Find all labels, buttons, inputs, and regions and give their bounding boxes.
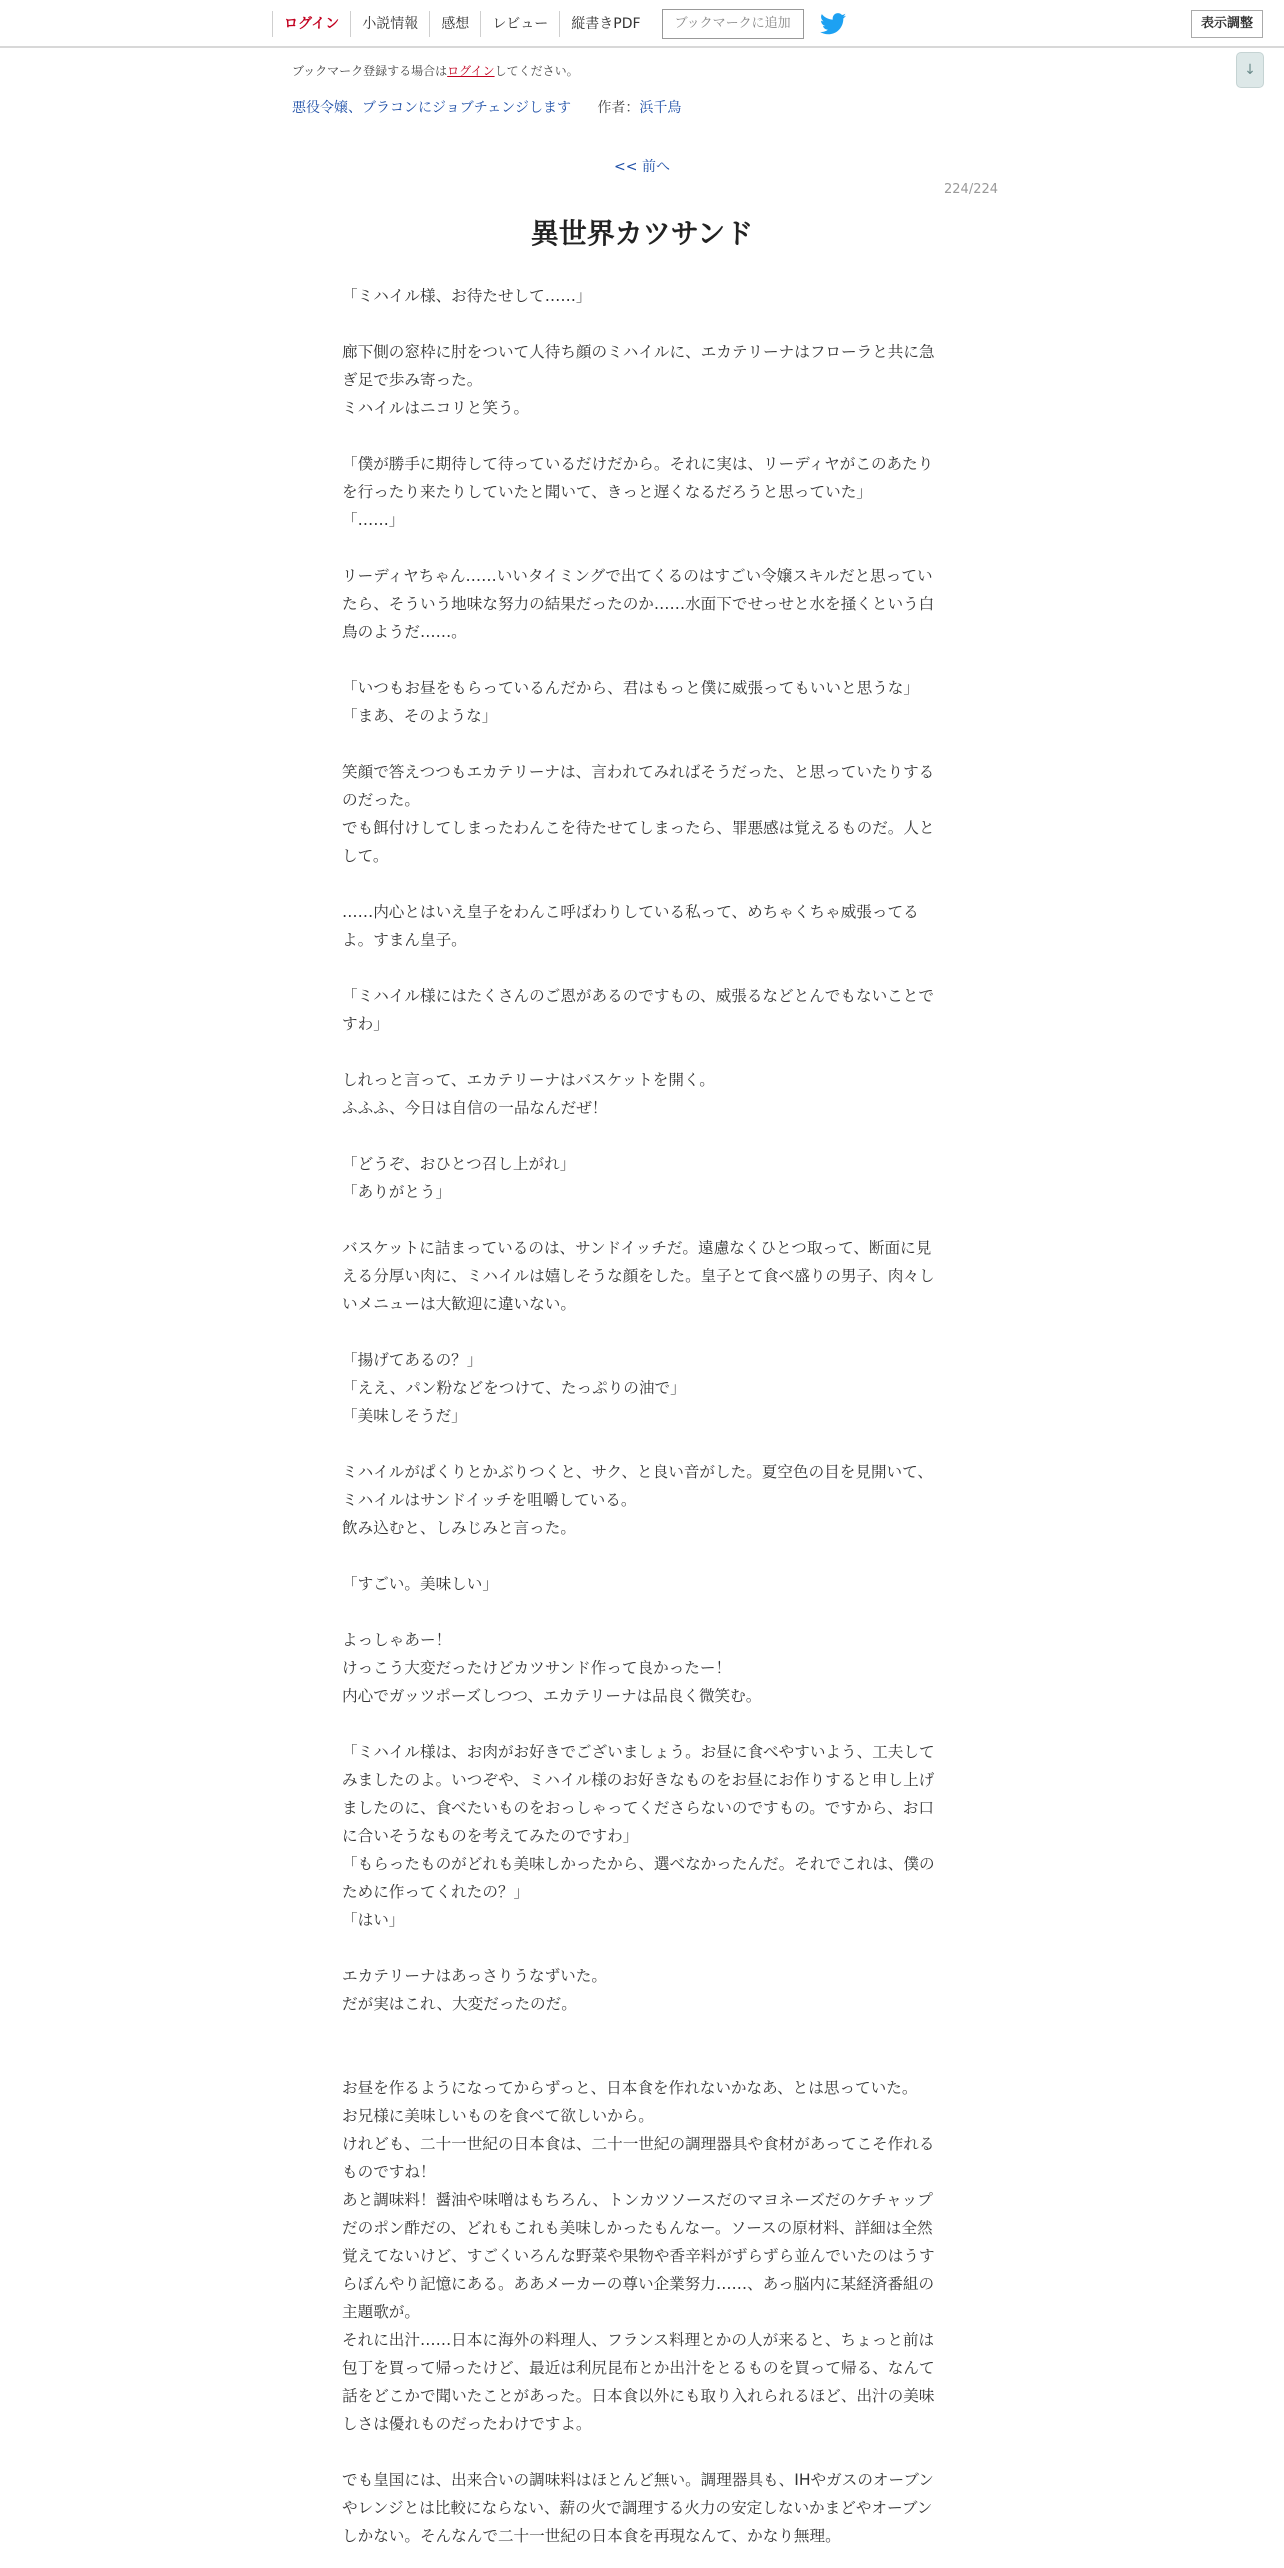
body-paragraph: よっしゃあー！ [342,1631,452,1649]
body-paragraph: 飲み込むと、しみじみと言った。 [342,1519,576,1537]
review-link[interactable]: レビュー [480,11,559,37]
top-navigation [0,0,1284,48]
body-paragraph: 笑顔で答えつつもエカテリーナは、言われてみればそうだった、と思っていたりするのだった。 [342,763,935,809]
novel-info-link[interactable]: 小説情報 [350,11,429,37]
author-link[interactable]: 浜千鳥 [639,100,682,116]
body-paragraph [342,1122,936,1150]
body-paragraph: 内心でガッツポーズしつつ、エカテリーナは品良く微笑む。 [342,1687,762,1705]
body-paragraph: ミハイルはニコリと笑う。 [342,399,530,417]
bookmark-notice [292,62,579,79]
body-paragraph [342,1598,936,1626]
body-paragraph: 「ミハイル様にはたくさんのご恩があるのですもの、威張るなどとんでもないことですわ」 [342,987,934,1033]
body-paragraph: 「ええ、パン粉などをつけて、たっぷりの油で」 [342,1379,686,1397]
body-paragraph: お兄様に美味しいものを食べて欲しいから。 [342,2107,654,2125]
body-paragraph: あと調味料！醤油や味噌はもちろん、トンカツソースだのマヨネーズだのケチャップだのポン酢だの、どれもこれも美味しかったもんなー。ソースの原材料、詳細は全然覚えてないけど、すごくいろんな野菜や果物や香辛料がずらずら並んでいたのはうすらぼんやり記憶にある。ああメーカーの尊い企業努力……、あっ脳内に某経済番組の主題歌が。 [342,2191,935,2321]
body-paragraph [342,2046,936,2074]
body-paragraph: 「もらったものがどれも美味しかったから、選べなかったんだ。それでこれは、僕のために作ってくれたの？」 [342,1855,935,1901]
body-paragraph: リーディヤちゃん……いいタイミングで出てくるのはすごい令嬢スキルだと思っていたら、そういう地味な努力の結果だったのか……水面下でせっせと水を掻くという白鳥のようだ……。 [342,567,935,641]
vertical-pdf-link[interactable]: 縦書きPDF [559,11,651,37]
body-paragraph: でも皇国には、出来合いの調味料はほとんど無い。調理器具も、IHやガスのオーブンやレンジとは比較にならない、薪の火で調理する火力の安定しないかまどやオーブンしかない。そんなんで二十一世紀の日本食を再現なんて、かなり無理。 [342,2471,934,2545]
series-info [292,97,681,117]
body-paragraph: 「美味しそうだ」 [342,1407,467,1425]
scroll-down-icon[interactable]: ↓ [1236,52,1264,88]
body-paragraph [342,422,936,450]
body-paragraph [342,310,936,338]
body-paragraph [342,1038,936,1066]
body-paragraph: 「はい」 [342,1911,405,1929]
notice-login-link[interactable]: ログイン [447,64,495,78]
body-paragraph: だが実はこれ、大変だったのだ。 [342,1995,577,2013]
body-paragraph: ……内心とはいえ皇子をわんこ呼ばわりしている私って、めちゃくちゃ威張ってるよ。すまん皇子。 [342,903,919,949]
body-paragraph: それに出汁……日本に海外の料理人、フランス料理とかの人が来ると、ちょっと前は包丁を買って帰ったけど、最近は利尻昆布とか出汁をとるものを買って帰る、なんて話をどこかで聞いたことがあった。日本食以外にも取り入れられるほど、出汁の美味しさは優れものだったわけですよ。 [342,2331,935,2433]
body-paragraph [342,1430,936,1458]
author-label: 作者： [597,100,640,116]
display-settings-button[interactable]: 表示調整 [1191,10,1263,38]
login-link[interactable]: ログイン [272,11,350,37]
body-paragraph: 「すごい。美味しい」 [342,1575,498,1593]
body-paragraph [342,646,936,674]
body-paragraph: 「ありがとう」 [342,1183,452,1201]
prev-page-link[interactable]: << 前へ [614,159,670,175]
body-paragraph [342,1710,936,1738]
body-paragraph [342,1318,936,1346]
chapter-title: 異世界カツサンド [530,217,754,250]
body-paragraph: 「ミハイル様、お待たせして……」 [342,287,592,305]
bookmark-add-button[interactable]: ブックマークに追加 [662,9,804,39]
body-paragraph: エカテリーナはあっさりうなずいた。 [342,1967,607,1985]
body-paragraph: しれっと言って、エカテリーナはバスケットを開く。 [342,1071,715,1089]
twitter-icon[interactable] [820,13,846,35]
body-paragraph: けっこう大変だったけどカツサンド作って良かったー！ [342,1659,732,1677]
notice-before: ブックマーク登録する場合は [292,64,448,78]
body-paragraph: 廊下側の窓枠に肘をついて人待ち顔のミハイルに、エカテリーナはフローラと共に急ぎ足で歩み寄った。 [342,343,935,389]
body-paragraph [342,2438,936,2466]
body-paragraph: 「まあ、そのような」 [342,707,498,725]
body-paragraph: でも餌付けしてしまったわんこを待たせてしまったら、罪悪感は覚えるものだ。人として。 [342,819,935,865]
body-paragraph: バスケットに詰まっているのは、サンドイッチだ。遠慮なくひとつ取って、断面に見える分厚い肉に、ミハイルは嬉しそうな顔をした。皇子とて食べ盛りの男子、肉々しいメニューは大歓迎に違いない。 [342,1239,935,1313]
body-paragraph [342,534,936,562]
page-count: 224/224 [944,182,999,197]
notice-after: してください。 [494,64,579,78]
body-paragraph: けれども、二十一世紀の日本食は、二十一世紀の調理器具や食材があってこそ作れるものですね！ [342,2135,935,2181]
body-paragraph [342,2018,936,2046]
body-paragraph: 「いつもお昼をもらっているんだから、君はもっと僕に威張ってもいいと思うな」 [342,679,919,697]
body-paragraph [342,954,936,982]
body-paragraph: ふふふ、今日は自信の一品なんだぜ！ [342,1099,608,1117]
body-paragraph [342,1206,936,1234]
body-paragraph [342,1934,936,1962]
body-paragraph: 「ミハイル様は、お肉がお好きでございましょう。お昼に食べやすいよう、工夫してみましたのよ。いつぞや、ミハイル様のお好きなものをお昼にお作りすると申し上げましたのに、食べたいものをおっしゃってくださらないのですもの。ですから、お口に合いそうなものを考えてみたのですわ」 [342,1743,935,1845]
body-paragraph: 「揚げてあるの？」 [342,1351,483,1369]
series-title-link[interactable]: 悪役令嬢、ブラコンにジョブチェンジします [292,100,571,116]
impressions-link[interactable]: 感想 [429,11,480,37]
nav-items [272,10,846,38]
body-paragraph: 「どうぞ、おひとつ召し上がれ」 [342,1155,576,1173]
body-paragraph [342,870,936,898]
body-paragraph [342,730,936,758]
body-paragraph: お昼を作るようになってからずっと、日本食を作れないかなあ、とは思っていた。 [342,2079,918,2097]
body-paragraph: 「……」 [342,511,405,529]
body-paragraph: ミハイルがぱくりとかぶりつくと、サク、と良い音がした。夏空色の目を見開いて、ミハイルはサンドイッチを咀嚼している。 [342,1463,934,1509]
body-paragraph: 「僕が勝手に期待して待っているだけだから。それに実は、リーディヤがこのあたりを行ったり来たりしていたと聞いて、きっと遅くなるだろうと思っていた」 [342,455,934,501]
chapter-body [342,282,936,2550]
body-paragraph [342,1542,936,1570]
